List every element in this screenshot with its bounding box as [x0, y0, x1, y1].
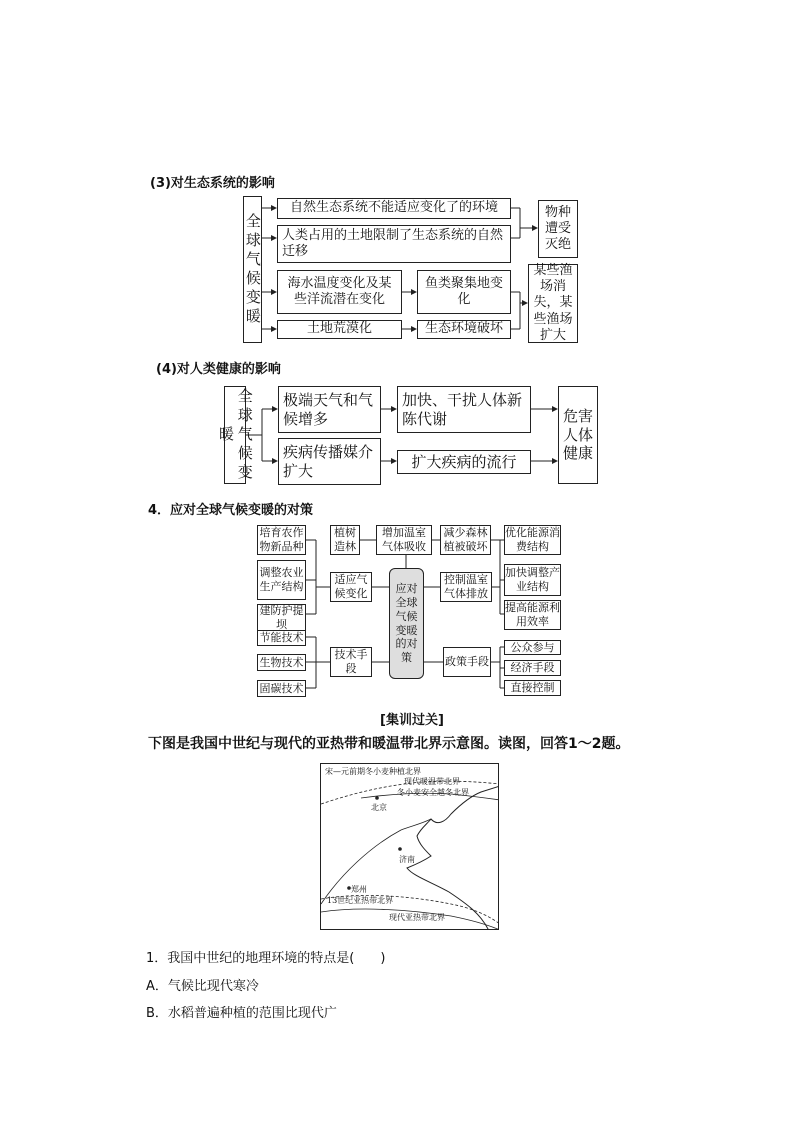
map-label-song-yuan: 宋—元前期冬小麦种植北界 — [325, 767, 421, 776]
cm-levee: 建防护提坝 — [257, 604, 306, 631]
cm-economic: 经济手段 — [504, 660, 561, 676]
cm-industry: 加快调整产业结构 — [504, 564, 561, 596]
eco-result-extinction: 物种遭受灭绝 — [538, 200, 578, 258]
map-figure — [320, 763, 499, 930]
exercise-title: [集训过关] — [380, 713, 444, 728]
section-heading-health: (4)对人类健康的影响 — [156, 362, 281, 377]
health-box-metabolism: 加快、干扰人体新陈代谢 — [397, 386, 531, 433]
map-label-modern-warm: 现代暖温带北界 — [404, 777, 460, 786]
cm-absorb: 增加温室气体吸收 — [376, 525, 432, 555]
health-root-box: 全球气候变暖 — [217, 387, 254, 483]
health-box-weather: 极端天气和气候增多 — [278, 386, 381, 433]
beijing-dot — [375, 796, 379, 800]
map-label-jinan: 济南 — [399, 855, 415, 864]
question-1: 1．我国中世纪的地理环境的特点是( ) — [146, 951, 386, 966]
eco-box-fish: 鱼类聚集地变化 — [417, 270, 511, 314]
cm-crops: 培育农作物新品种 — [257, 525, 306, 555]
cm-policy: 政策手段 — [443, 647, 491, 677]
cm-energy-mix: 优化能源消费结构 — [505, 526, 560, 553]
eco-root-box: 全球气候变暖 — [243, 196, 262, 343]
cm-plant-trees: 植树造林 — [330, 525, 360, 555]
eco-box-desert: 土地荒漠化 — [277, 320, 402, 339]
health-box-epidemic: 扩大疾病的流行 — [397, 450, 531, 474]
eco-result-fishery: 某些渔场消失，某些渔场扩大 — [528, 264, 578, 343]
option-a: A．气候比现代寒冷 — [146, 979, 259, 994]
exercise-intro: 下图是我国中世纪与现代的亚热带和暖温带北界示意图。读图，回答1～2题。 — [148, 736, 630, 752]
jinan-dot — [398, 847, 402, 851]
cm-agri-structure: 调整农业生产结构 — [257, 560, 306, 600]
cm-direct: 直接控制 — [504, 680, 561, 696]
map-label-beijing: 北京 — [371, 803, 387, 812]
map-label-modern-sub: 现代亚热带北界 — [389, 913, 445, 922]
eco-box-damage: 生态环境破坏 — [417, 320, 511, 339]
cm-bio-tech: 生物技术 — [257, 654, 306, 671]
health-result: 危害人体健康 — [558, 386, 598, 484]
map-label-13c: 13世纪亚热带北界 — [327, 896, 394, 905]
option-b: B．水稻普遍种植的范围比现代广 — [146, 1006, 337, 1021]
eco-box-natural: 自然生态系统不能适应变化了的环境 — [277, 198, 511, 219]
section-heading-ecosystem: (3)对生态系统的影响 — [150, 176, 275, 191]
cm-adapt: 适应气候变化 — [330, 572, 372, 602]
cm-tech: 技术手段 — [330, 647, 372, 677]
cm-protect-forest: 减少森林植被破坏 — [440, 525, 491, 555]
health-box-vector: 疾病传播媒介扩大 — [278, 438, 381, 485]
section-heading-countermeasures: 4．应对全球气候变暖的对策 — [148, 503, 314, 518]
cm-public: 公众参与 — [504, 640, 561, 655]
cm-carbon-tech: 固碳技术 — [257, 680, 306, 697]
eco-box-landuse: 人类占用的土地限制了生态系统的自然迁移 — [277, 225, 511, 263]
map-label-zhengzhou: 郑州 — [351, 885, 367, 894]
cm-energy-tech: 节能技术 — [257, 630, 306, 646]
cm-control: 控制温室气体排放 — [440, 572, 492, 602]
eco-box-ocean: 海水温度变化及某些洋流潜在变化 — [277, 270, 402, 314]
map-label-wheat: 冬小麦安全越冬北界 — [397, 788, 469, 797]
cm-efficiency: 提高能源利用效率 — [505, 601, 560, 628]
cm-center: 应对全球气候变暖的对策 — [389, 568, 424, 679]
